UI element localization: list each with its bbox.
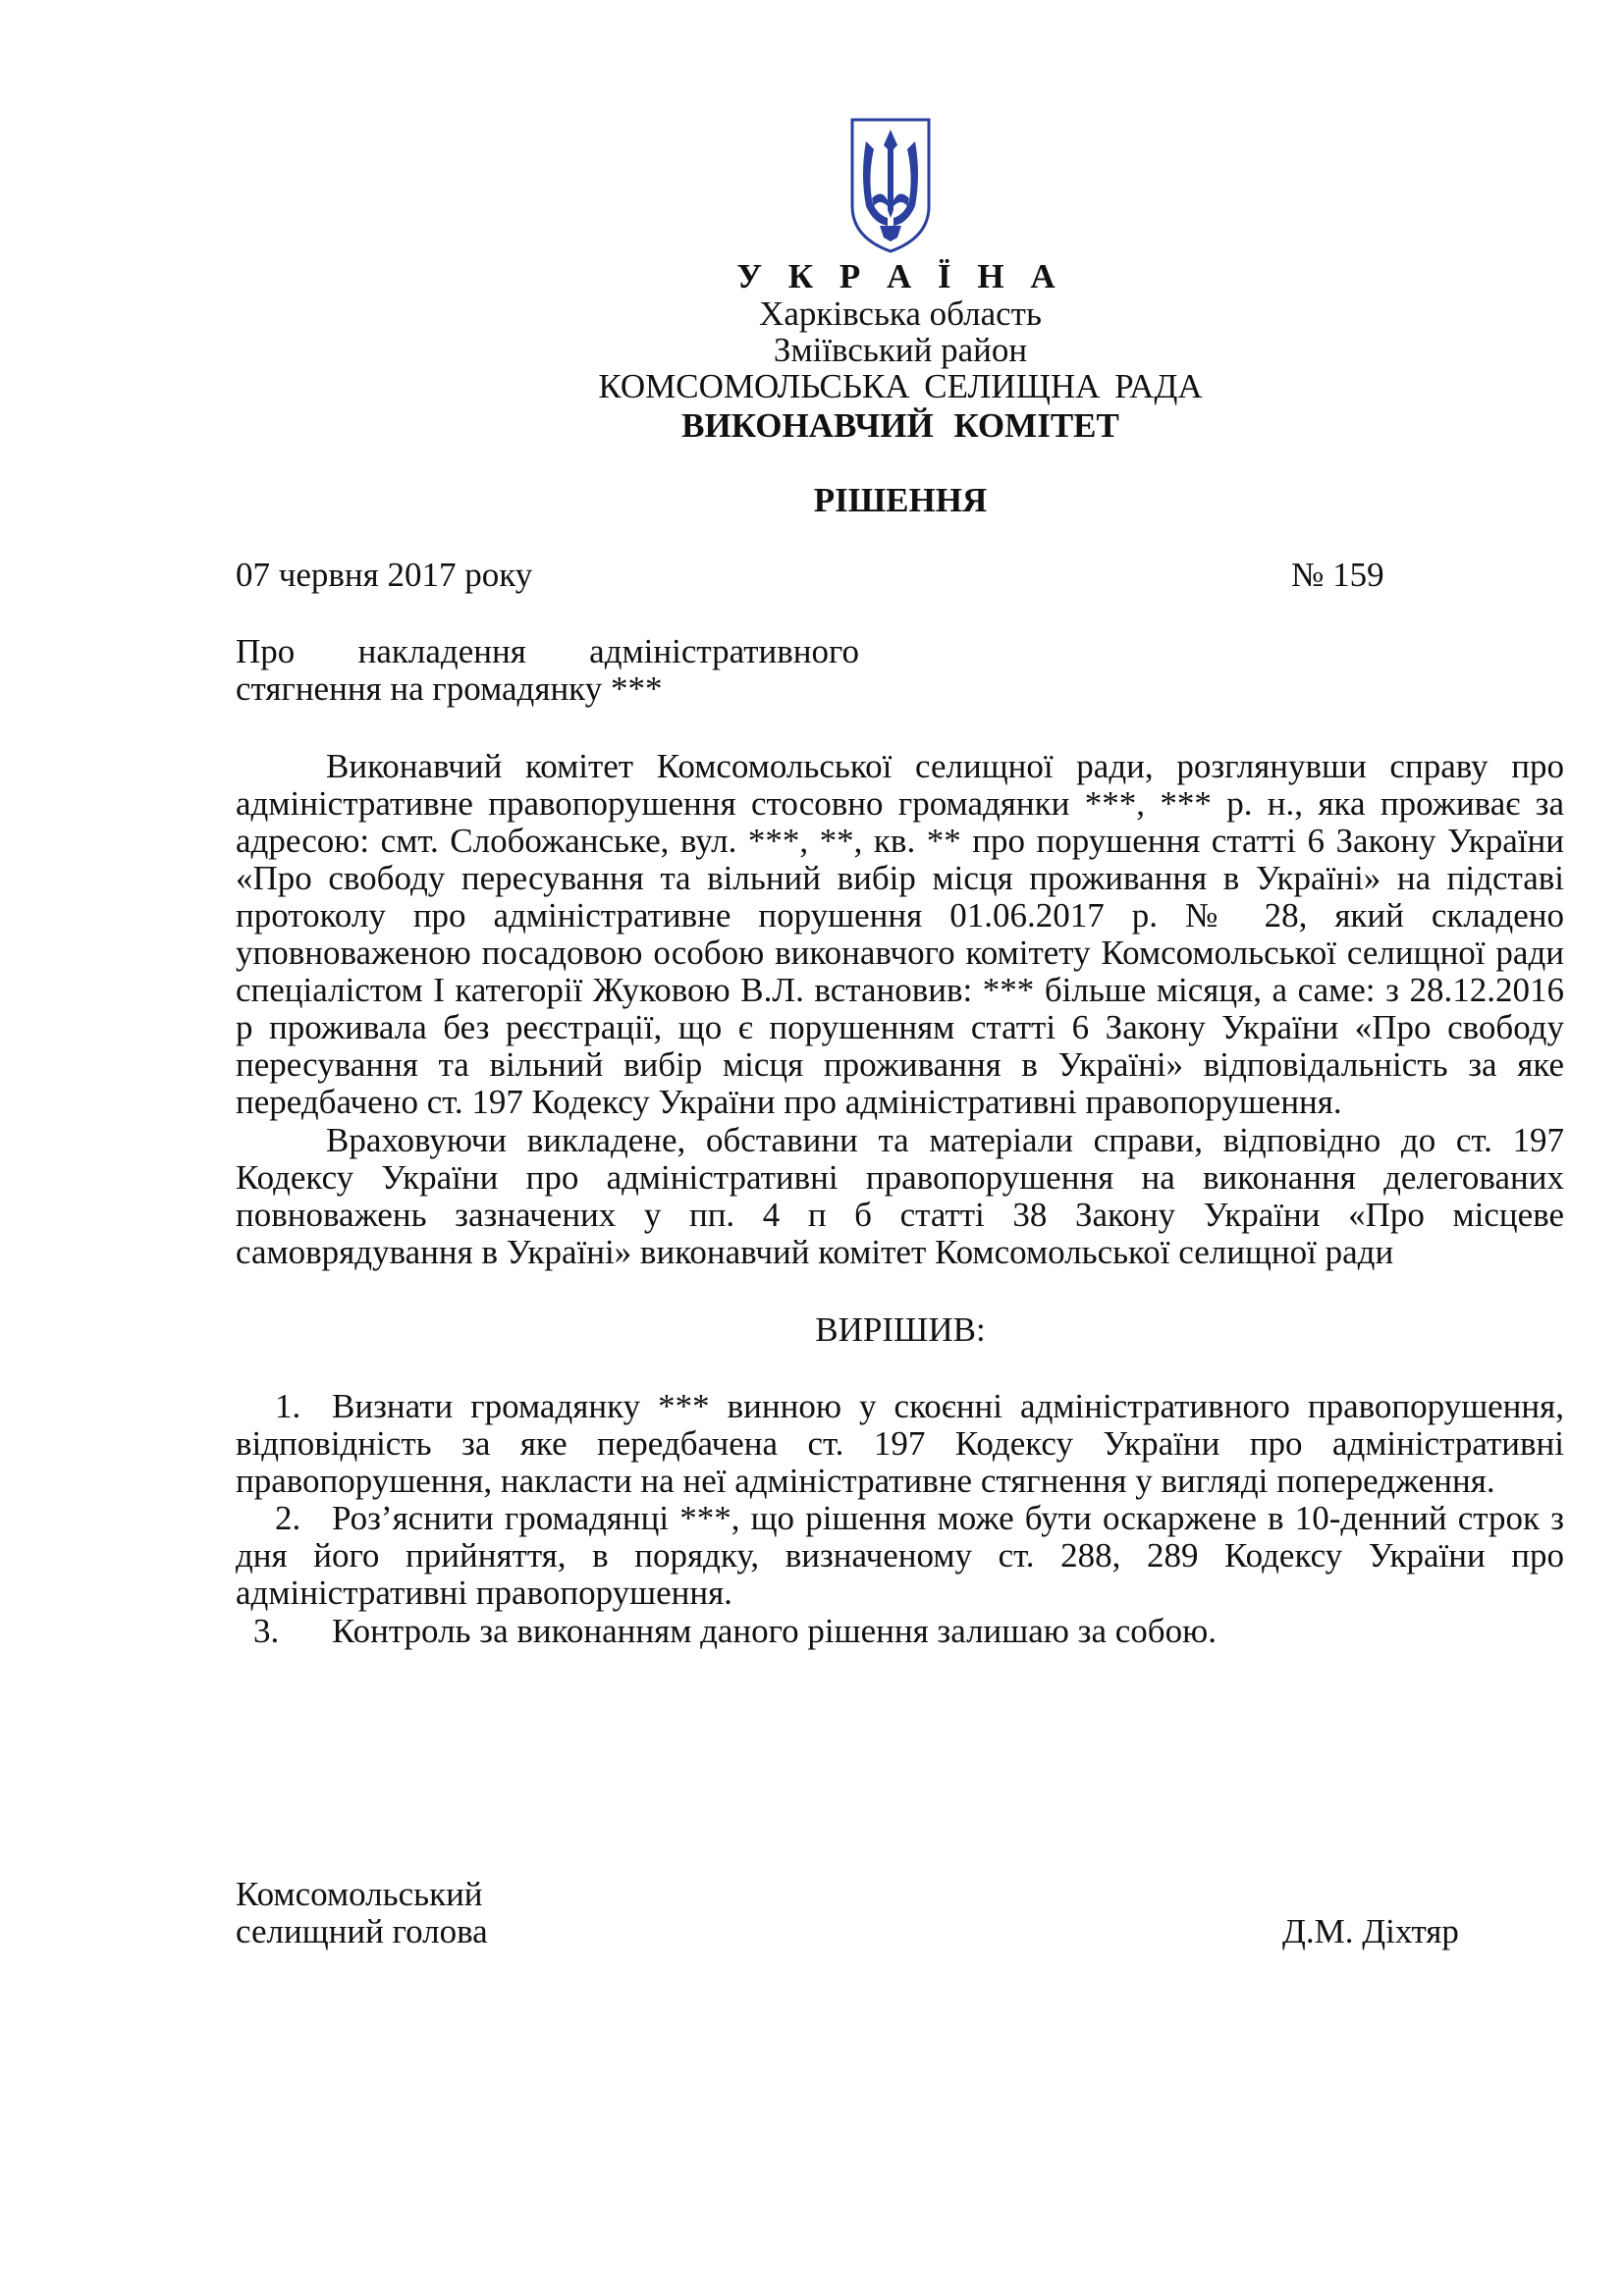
- item-number: 3.: [253, 1612, 280, 1650]
- item-text: Контроль за виконанням даного рішення залишаю за собою.: [332, 1612, 1218, 1650]
- committee-line: ВИКОНАВЧИЙ КОМІТЕТ: [681, 406, 1119, 445]
- country-heading: У К Р А Ї Н А: [736, 257, 1064, 295]
- decided-heading: ВИРІШИВ:: [815, 1310, 986, 1349]
- subject-line-2: стягнення на громадянку ***: [236, 669, 663, 708]
- resolution-item: [236, 1613, 1564, 1650]
- document-date: 07 червня 2017 року: [236, 556, 533, 594]
- coat-of-arms-icon: [848, 116, 933, 255]
- oblast-line: Харківська область: [759, 294, 1042, 333]
- signatory-title: [236, 1876, 488, 1950]
- document-title: РІШЕННЯ: [813, 481, 988, 519]
- body-paragraph-1: Виконавчий комітет Комсомольської селищної ради, розглянувши справу про адміністративне правопорушення стосовно громадянки ***, *** р. н., яка проживає за адресою: смт. Слобожанське, вул. ***, **, кв. ** про порушення статті 6 Закону України «Про свободу пересування та вільний вибір місця проживання в Україні» на підставі протоколу про адміністративне порушення 01.06.2017 р. № 28, який складено уповноваженою посадовою особою виконавчого комітету Комсомольської селищної ради спеціалістом І категорії Жуковою В.Л. встановив: *** більше місяця, а саме: з 28.12.2016 р проживала без реєстрації, що є порушенням статті 6 Закону України «Про свободу пересування та вільний вибір місця проживання в Україні» відповідальність за яке передбачено ст. 197 Кодексу України про адміністративні правопорушення.: [236, 747, 1564, 1121]
- council-line: КОМСОМОЛЬСЬКА СЕЛИЩНА РАДА: [598, 367, 1203, 405]
- item-number: 1.: [275, 1387, 301, 1425]
- raion-line: Зміївський район: [773, 331, 1028, 369]
- document-number: № 159: [1291, 556, 1384, 594]
- resolution-item: [236, 1500, 1564, 1612]
- signatory-title-line-2: селищний голова: [236, 1912, 488, 1950]
- resolution-item: [236, 1388, 1564, 1500]
- signatory-title-line-1: Комсомольський: [236, 1875, 483, 1913]
- item-text: Визнати громадянку *** винною у скоєнні адміністративного правопорушення, відповідність за яке передбачена ст. 197 Кодексу України про адміністративні правопорушення, накласти на неї адміністративне стягнення у вигляді попередження.: [236, 1387, 1564, 1500]
- item-text: Роз’яснити громадянці ***, що рішення може бути оскаржене в 10-денний строк з дня його прийняття, в порядку, визначеному ст. 288, 289 Кодексу України про адміністративні правопорушення.: [236, 1499, 1564, 1612]
- document-subject: [236, 633, 859, 708]
- subject-line-1: Про накладення адміністративного: [236, 632, 859, 670]
- body-paragraph-2: Враховуючи викладене, обставини та матеріали справи, відповідно до ст. 197 Кодексу України про адміністративні правопорушення на виконання делегованих повноважень зазначених у пп. 4 п б статті 38 Закону України «Про місцеве самоврядування в Україні» виконавчий комітет Комсомольської селищної ради: [236, 1121, 1564, 1271]
- signatory-name: Д.М. Діхтяр: [1282, 1912, 1459, 1950]
- item-number: 2.: [275, 1499, 301, 1537]
